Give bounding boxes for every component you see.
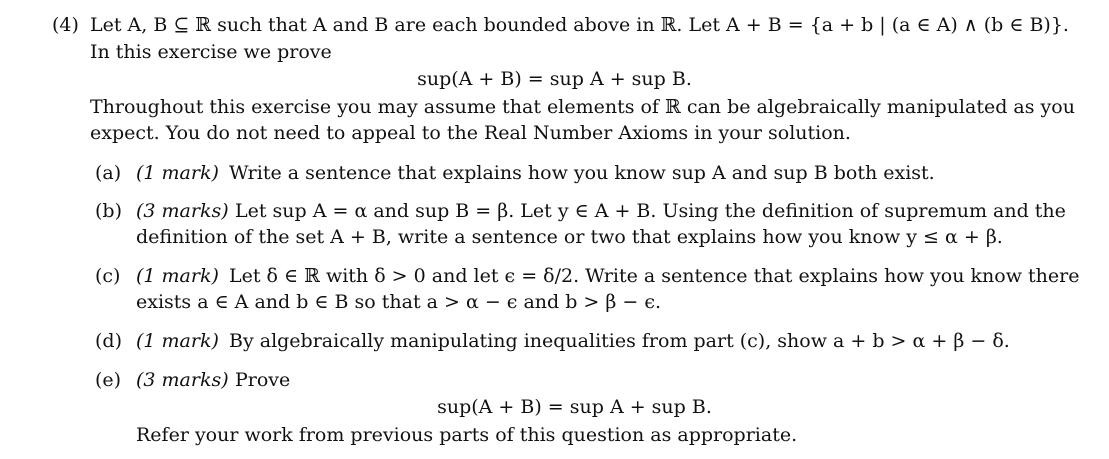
problem-number: (4) — [52, 14, 79, 36]
part-d-text: By algebraically manipulating inequalities from part (c), show a + b > α + β − δ. — [229, 330, 1010, 352]
part-c-label: (c) — [95, 265, 121, 287]
part-e-text-line-1: Prove — [235, 369, 291, 391]
part-a-marks: (1 mark) — [136, 162, 219, 184]
display-equation-main: sup(A + B) = sup A + sup B. — [417, 68, 692, 90]
part-b-text-line-2: definition of the set A + B, write a sentence or two that explains how you know y ≤ α + β. — [136, 226, 1003, 248]
part-b-label: (b) — [95, 200, 122, 222]
part-c-text-line-2: exists a ∈ A and b ∈ B so that a > α − ϵ and b > β − ϵ. — [136, 291, 662, 313]
part-a-label: (a) — [95, 162, 122, 184]
part-d-label: (d) — [95, 330, 122, 352]
problem-note-line-1: Throughout this exercise you may assume that elements of ℝ can be algebraically manipulated as you — [90, 96, 1075, 118]
part-e-label: (e) — [95, 369, 122, 391]
part-c-marks: (1 mark) — [136, 265, 219, 287]
problem-note-line-2: expect. You do not need to appeal to the Real Number Axioms in your solution. — [90, 122, 851, 144]
part-b-marks: (3 marks) — [136, 200, 229, 222]
part-e-text-line-2: Refer your work from previous parts of this question as appropriate. — [136, 424, 798, 446]
part-e-marks: (3 marks) — [136, 369, 229, 391]
part-b-text-line-1: Let sup A = α and sup B = β. Let y ∈ A + B. Using the definition of supremum and the — [235, 200, 1066, 222]
display-equation-part-e: sup(A + B) = sup A + sup B. — [437, 396, 712, 418]
part-a-text: Write a sentence that explains how you know sup A and sup B both exist. — [229, 162, 935, 184]
part-c-text-line-1: Let δ ∈ ℝ with δ > 0 and let ϵ = δ/2. Write a sentence that explains how you know there — [229, 265, 1080, 287]
problem-intro-line-2: In this exercise we prove — [90, 41, 332, 63]
problem-intro-line-1: Let A, B ⊆ ℝ such that A and B are each bounded above in ℝ. Let A + B = {a + b | (a ∈ A) ∧ (b ∈ B)}. — [90, 14, 1069, 36]
part-d-marks: (1 mark) — [136, 330, 219, 352]
